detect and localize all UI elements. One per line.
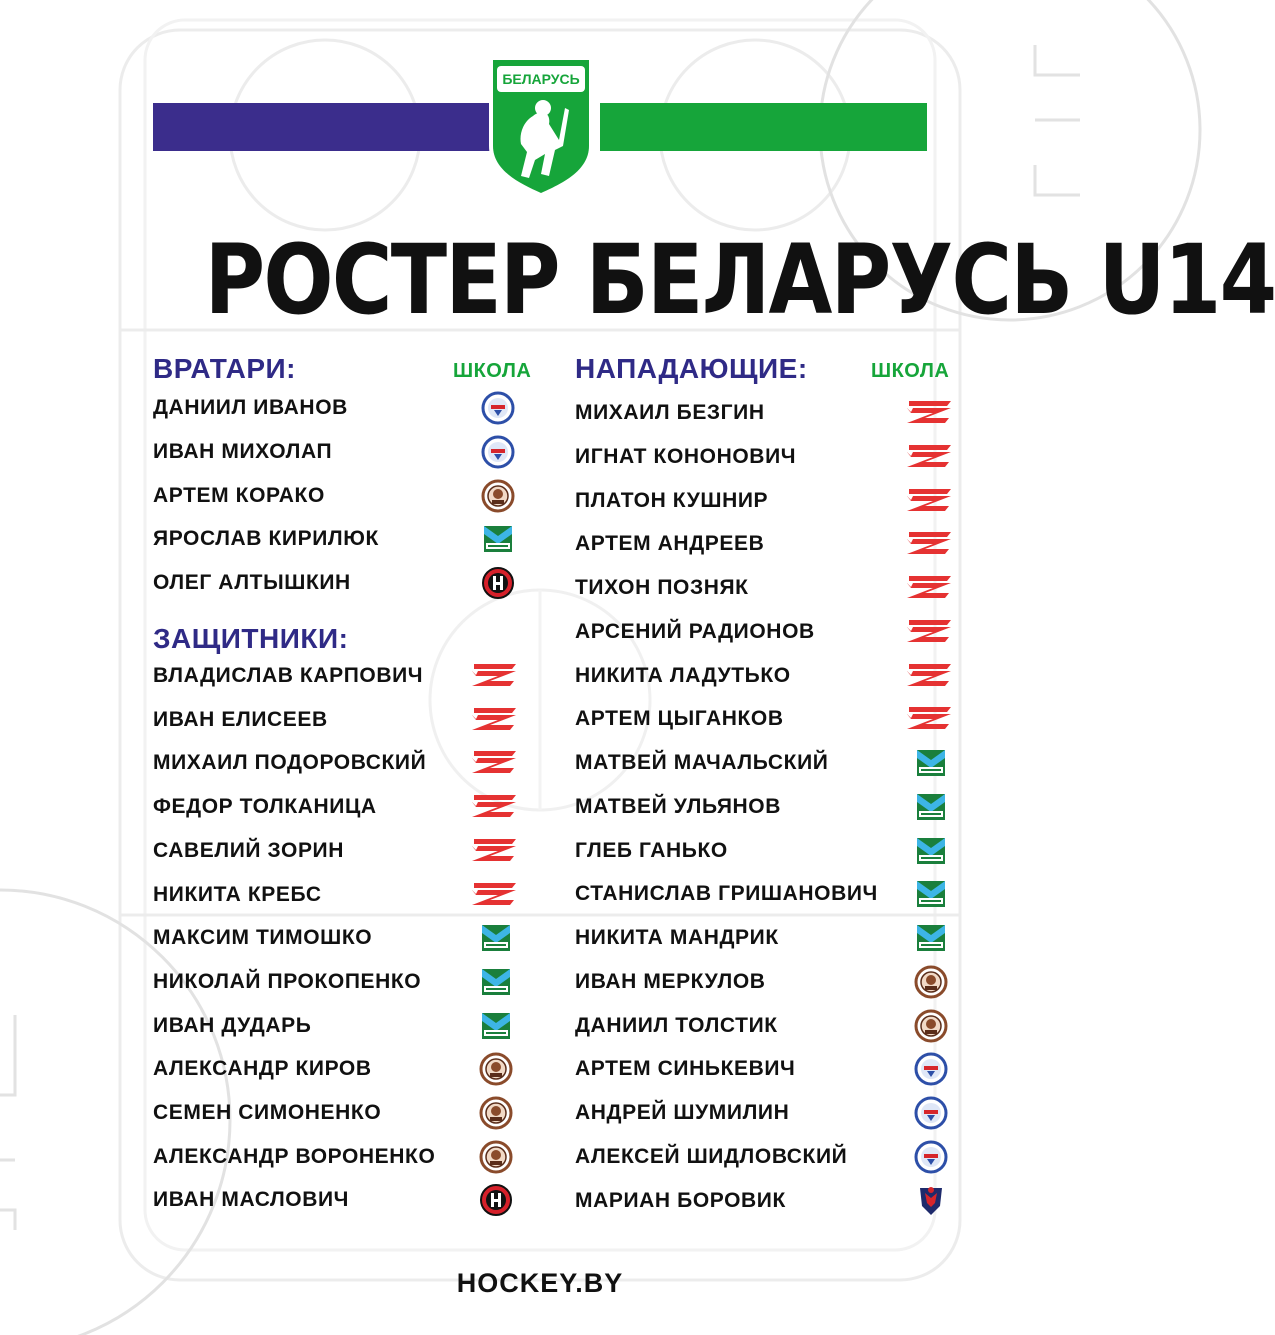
player-name: АРСЕНИЙ РАДИОНОВ <box>575 619 815 643</box>
page-title: РОСТЕР БЕЛАРУСЬ U14 <box>204 224 1275 336</box>
player-row <box>153 565 543 601</box>
player-name: ВЛАДИСЛАВ КАРПОВИЧ <box>153 664 424 687</box>
red-z-club-icon <box>905 483 957 519</box>
player-name: НИКИТА ЛАДУТЬКО <box>575 663 791 687</box>
red-z-club-icon <box>470 702 522 738</box>
player-name: СЕМЕН СИМОНЕНКО <box>153 1101 382 1124</box>
player-name: МАРИАН БОРОВИК <box>575 1188 786 1212</box>
defense-heading: ЗАЩИТНИКИ: <box>153 623 349 654</box>
player-row <box>153 1139 543 1175</box>
player-name: ИВАН ЕЛИСЕЕВ <box>153 707 328 731</box>
left-blue-stripe <box>153 103 513 151</box>
player-name: НИКИТА КРЕБС <box>153 882 322 906</box>
brown-mascot-club-icon <box>470 1139 522 1175</box>
blue-round-club-icon <box>472 434 524 470</box>
player-name: АЛЕКСАНДР ВОРОНЕНКО <box>153 1144 436 1168</box>
player-name: АЛЕКСАНДР КИРОВ <box>153 1057 372 1081</box>
player-name: ТИХОН ПОЗНЯК <box>575 576 749 599</box>
brown-mascot-club-icon <box>470 1095 522 1131</box>
blue-round-club-icon <box>905 1139 957 1175</box>
player-name: СТАНИСЛАВ ГРИШАНОВИЧ <box>575 882 878 906</box>
player-row <box>153 920 543 956</box>
navy-red-shield-club-icon <box>905 1183 957 1219</box>
player-row <box>153 1051 543 1087</box>
player-row <box>575 439 960 475</box>
defense-section <box>153 622 543 1212</box>
red-z-club-icon <box>470 658 522 694</box>
player-name: ПЛАТОН КУШНИР <box>575 488 769 512</box>
red-z-club-icon <box>905 395 957 431</box>
player-row <box>153 658 543 694</box>
player-name: МИХАИЛ БЕЗГИН <box>575 401 765 424</box>
logo-badge-text: БЕЛАРУСЬ <box>502 71 580 87</box>
player-name: САВЕЛИЙ ЗОРИН <box>153 838 345 862</box>
player-row <box>153 1095 543 1131</box>
player-name: НИКОЛАЙ ПРОКОПЕНКО <box>153 969 422 993</box>
player-row <box>575 964 960 1000</box>
green-dinamo-club-icon <box>905 789 957 825</box>
player-row <box>575 1095 960 1131</box>
player-row <box>153 434 543 470</box>
player-row <box>153 702 543 738</box>
player-row <box>575 701 960 737</box>
player-name: МАКСИМ ТИМОШКО <box>153 926 373 950</box>
player-name: ГЛЕБ ГАНЬКО <box>575 838 728 862</box>
player-row <box>575 1139 960 1175</box>
red-z-club-icon <box>470 833 522 869</box>
green-dinamo-club-icon <box>472 521 524 557</box>
brown-mascot-club-icon <box>472 478 524 514</box>
red-z-club-icon <box>470 745 522 781</box>
player-name: ДАНИИЛ ТОЛСТИК <box>575 1013 778 1037</box>
player-row <box>153 877 543 913</box>
player-name: НИКИТА МАНДРИК <box>575 926 779 949</box>
player-name: ИВАН ДУДАРЬ <box>153 1013 312 1037</box>
red-z-club-icon <box>470 789 522 825</box>
player-row <box>153 521 543 557</box>
player-row <box>575 614 960 650</box>
footer-site: HOCKEY.BY <box>456 1268 624 1298</box>
green-dinamo-club-icon <box>470 1008 522 1044</box>
red-z-club-icon <box>470 877 522 913</box>
player-name: ЯРОСЛАВ КИРИЛЮК <box>153 527 379 551</box>
player-row <box>153 789 543 825</box>
brown-mascot-club-icon <box>905 964 957 1000</box>
player-row <box>575 745 960 781</box>
green-dinamo-club-icon <box>905 833 957 869</box>
player-row <box>153 478 543 514</box>
player-name: ИГНАТ КОНОНОВИЧ <box>575 444 797 468</box>
player-row <box>575 483 960 519</box>
player-name: АЛЕКСЕЙ ШИДЛОВСКИЙ <box>575 1144 848 1168</box>
player-name: АРТЕМ ЦЫГАНКОВ <box>575 707 784 731</box>
player-name: АРТЕМ АНДРЕЕВ <box>575 532 765 556</box>
player-name: ИВАН МАСЛОВИЧ <box>153 1188 350 1212</box>
green-dinamo-club-icon <box>905 920 957 956</box>
red-z-club-icon <box>905 658 957 694</box>
player-row <box>575 658 960 694</box>
player-row <box>575 395 960 431</box>
right-green-stripe <box>600 103 927 151</box>
player-row <box>575 1183 960 1219</box>
player-name: АНДРЕЙ ШУМИЛИН <box>575 1101 790 1124</box>
red-z-club-icon <box>905 701 957 737</box>
red-z-club-icon <box>905 526 957 562</box>
green-dinamo-club-icon <box>470 920 522 956</box>
brown-mascot-club-icon <box>470 1051 522 1087</box>
green-dinamo-club-icon <box>470 964 522 1000</box>
red-z-club-icon <box>905 614 957 650</box>
blue-round-club-icon <box>905 1051 957 1087</box>
player-row <box>575 526 960 562</box>
player-row <box>575 1051 960 1087</box>
player-name: МАТВЕЙ МАЧАЛЬСКИЙ <box>575 751 829 774</box>
player-row <box>153 745 543 781</box>
player-name: МИХАИЛ ПОДОРОВСКИЙ <box>153 751 427 775</box>
red-h-club-icon <box>472 565 524 601</box>
player-row <box>153 833 543 869</box>
player-row <box>153 964 543 1000</box>
blue-round-club-icon <box>472 390 524 426</box>
green-dinamo-club-icon <box>905 876 957 912</box>
player-name: ИВАН МИХОЛАП <box>153 439 333 463</box>
player-name: АРТЕМ КОРАКО <box>153 483 325 507</box>
player-row <box>153 390 543 426</box>
blue-round-club-icon <box>905 1095 957 1131</box>
goalies-section <box>153 352 543 595</box>
player-row <box>153 1182 543 1218</box>
forwards-section <box>575 352 960 1212</box>
red-z-club-icon <box>905 570 957 606</box>
player-name: ДАНИИЛ ИВАНОВ <box>153 396 348 419</box>
player-name: АРТЕМ СИНЬКЕВИЧ <box>575 1057 796 1081</box>
red-h-club-icon <box>470 1182 522 1218</box>
goalies-school-heading: ШКОЛА <box>453 360 532 382</box>
player-row <box>575 570 960 606</box>
forwards-heading: НАПАДАЮЩИЕ: <box>575 353 808 384</box>
green-dinamo-club-icon <box>905 745 957 781</box>
goalies-heading: ВРАТАРИ: <box>153 353 296 384</box>
red-z-club-icon <box>905 439 957 475</box>
player-row <box>575 789 960 825</box>
player-name: ОЛЕГ АЛТЫШКИН <box>153 571 351 595</box>
player-row <box>575 833 960 869</box>
player-row <box>153 1008 543 1044</box>
forwards-school-heading: ШКОЛА <box>871 360 950 382</box>
player-name: ИВАН МЕРКУЛОВ <box>575 969 766 993</box>
player-name: МАТВЕЙ УЛЬЯНОВ <box>575 794 781 818</box>
player-row <box>575 920 960 956</box>
player-row <box>575 1008 960 1044</box>
brown-mascot-club-icon <box>905 1008 957 1044</box>
player-row <box>575 876 960 912</box>
player-name: ФЕДОР ТОЛКАНИЦА <box>153 795 377 819</box>
